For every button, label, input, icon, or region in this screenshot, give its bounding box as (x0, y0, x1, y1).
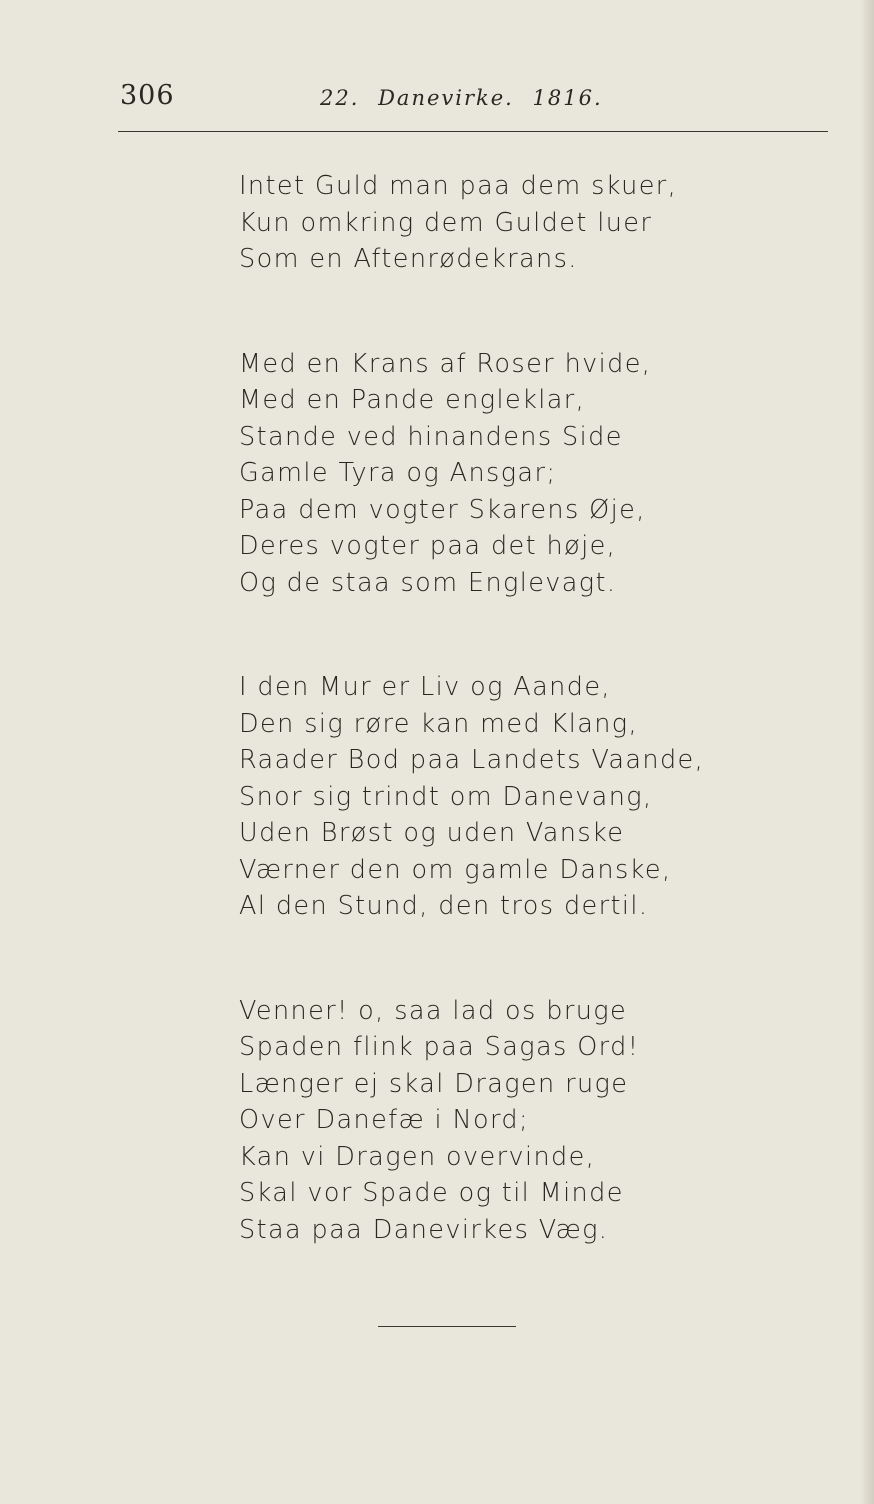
stanza-3 (239, 669, 839, 925)
end-rule (378, 1326, 516, 1327)
stanza-1 (239, 168, 839, 278)
poem-title: Danevirke. (378, 86, 514, 110)
verse-line: Snor sig trindt om Danevang, (239, 781, 653, 812)
verse-line: Og de staa som Englevagt. (239, 567, 617, 598)
verse-line: Venner! o, saa lad os bruge (239, 995, 628, 1026)
verse-line: I den Mur er Liv og Aande, (239, 672, 611, 702)
verse-line: Værner den om gamle Danske, (239, 854, 672, 885)
verse-line: Al den Stund, den tros dertil. (239, 891, 649, 921)
running-head (320, 86, 613, 110)
verse-line: Stande ved hinandens Side (239, 421, 623, 452)
poem-body (239, 168, 839, 1248)
page-edge-shadow (860, 0, 874, 1504)
verse-line: Som en Aftenrødekrans. (239, 244, 578, 274)
stanza-break (239, 601, 839, 669)
section-number: 22. (320, 86, 360, 110)
verse-line: Gamle Tyra og Ansgar; (239, 458, 557, 488)
poem-year: 1816. (532, 86, 603, 110)
verse-line: Spaden flink paa Sagas Ord! (239, 1032, 640, 1062)
verse-line: Uden Brøst og uden Vanske (239, 818, 625, 848)
verse-line: Staa paa Danevirkes Væg. (239, 1214, 609, 1245)
verse-line: Skal vor Spade og til Minde (239, 1178, 624, 1208)
verse-line: Længer ej skal Dragen ruge (239, 1068, 629, 1099)
stanza-2 (239, 346, 839, 602)
stanza-4 (239, 993, 839, 1249)
verse-line: Kun omkring dem Guldet luer (239, 207, 653, 238)
verse-line: Med en Pande engleklar, (239, 385, 586, 415)
verse-line: Kan vi Dragen overvinde, (239, 1141, 596, 1172)
verse-line: Med en Krans af Roser hvide, (239, 348, 652, 379)
verse-line: Over Danefæ i Nord; (239, 1105, 529, 1135)
header-rule (118, 131, 828, 132)
verse-line: Paa dem vogter Skarens Øje, (239, 494, 646, 525)
verse-line: Deres vogter paa det høje, (239, 531, 617, 561)
verse-line: Intet Guld man paa dem skuer, (239, 171, 678, 201)
stanza-break (239, 925, 839, 993)
page-number: 306 (120, 80, 175, 111)
stanza-break (239, 278, 839, 346)
verse-line: Den sig røre kan med Klang, (239, 708, 639, 739)
verse-line: Raader Bod paa Landets Vaande, (239, 745, 705, 775)
